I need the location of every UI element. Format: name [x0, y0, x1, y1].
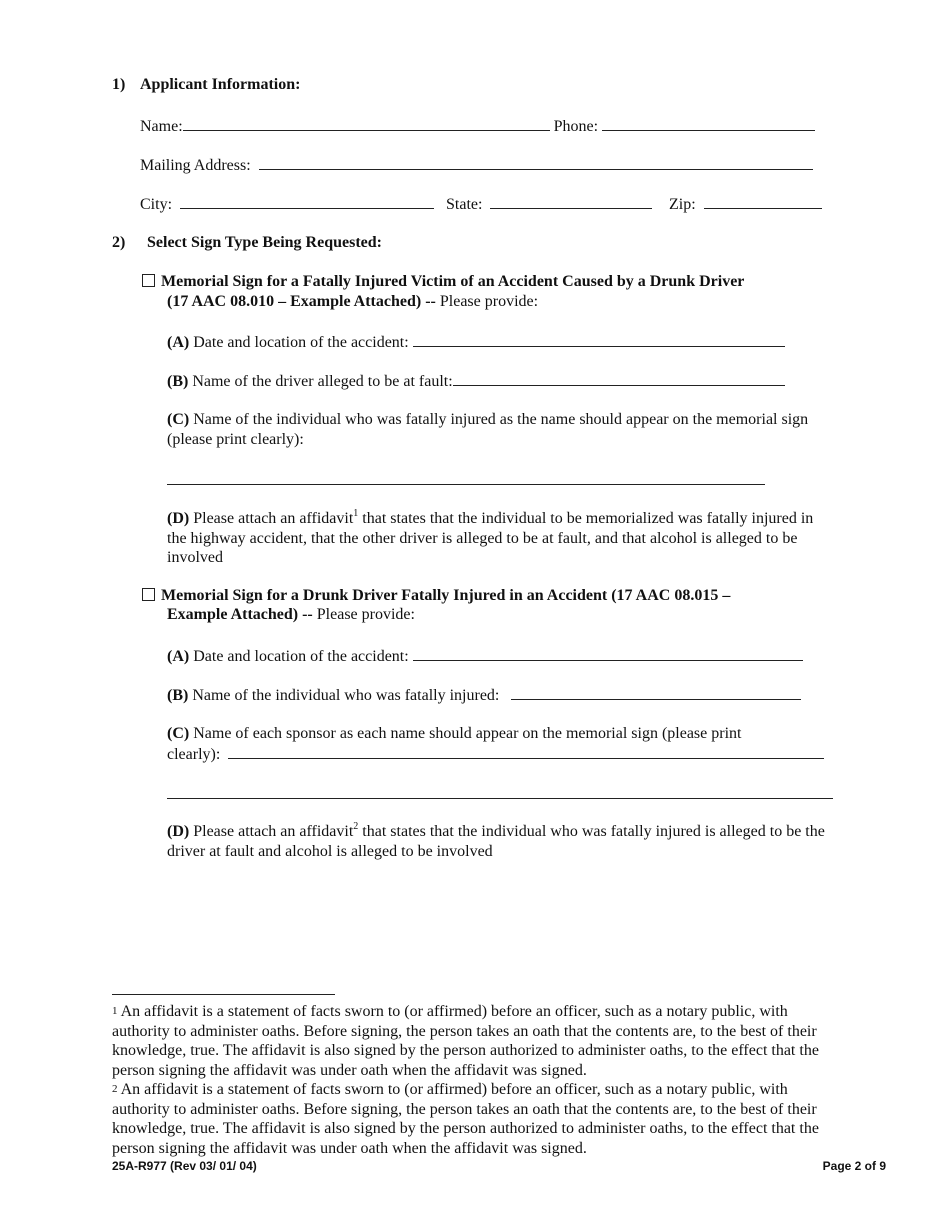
name-row [140, 116, 815, 136]
zip-row [669, 194, 822, 214]
option-2-provide: Please provide: [316, 606, 415, 623]
footnote-separator [112, 994, 335, 995]
section-2-title: Select Sign Type Being Requested: [147, 234, 382, 251]
form-id: 25A-R977 (Rev 03/ 01/ 04) [112, 1159, 257, 1173]
option-2-item-c [167, 725, 741, 743]
address-row [140, 155, 813, 175]
page-number: Page 2 of 9 [822, 1159, 886, 1173]
phone-label: Phone: [553, 118, 599, 135]
option-2-ref-1: (17 AAC 08.015 – [611, 587, 731, 604]
footnote-1-text: An affidavit is a statement of facts sworn to (or affirmed) before an officer, such as a notary public, with authority to administer oaths. Before signing, the person takes an oath that the contents are, to the best of their knowledge, true. The affidavit is also signed by the person authorized to administer oaths, to the effect that the person signing the affidavit was under oath when the affidavit was signed. [112, 1003, 819, 1079]
item-d-text-2: that states that the individual who was fatally injured is alleged to be the driver at fault and alcohol is alleged to be involved [167, 823, 825, 860]
item-c-label: Name of the individual who was fatally injured as the name should appear on the memorial sign (please print clearly): [167, 411, 809, 448]
item-d-text-1: Please attach an affidavit [193, 510, 354, 527]
item-a-tag: (A) [167, 648, 190, 665]
mailing-address-field[interactable] [259, 155, 813, 170]
item-b-tag: (B) [167, 687, 189, 704]
phone-field[interactable] [602, 116, 815, 131]
item-b-tag: (B) [167, 373, 189, 390]
name-label: Name: [140, 118, 183, 135]
section-2-number: 2) [112, 234, 126, 251]
item-d-text-1: Please attach an affidavit [193, 823, 354, 840]
option-2-heading [142, 587, 730, 605]
option-2-item-c-line-2 [167, 744, 824, 764]
sponsor-names-field-2[interactable] [167, 798, 833, 799]
option-1-heading [142, 273, 744, 291]
footnote-2-text: An affidavit is a statement of facts sworn to (or affirmed) before an officer, such as a notary public, with authority to administer oaths. Before signing, the person takes an oath that the contents are, to the best of their knowledge, true. The affidavit is also signed by the person authorized to administer oaths, to the effect that the person signing the affidavit was under oath when the affidavit was signed. [112, 1081, 819, 1157]
option-2-item-a [167, 646, 803, 666]
item-c-tag: (C) [167, 725, 190, 742]
footnote-2 [112, 1080, 840, 1158]
option-1-item-a [167, 332, 785, 352]
section-1-number: 1) [112, 76, 126, 93]
city-field[interactable] [180, 194, 434, 209]
accident-date-location-field[interactable] [413, 332, 785, 347]
victim-name-field[interactable] [167, 484, 765, 485]
footnote-2-number: 2 [112, 1083, 118, 1095]
option-1-subheading [167, 293, 538, 311]
item-d-text-2: that states that the individual to be memorialized was fatally injured in the highway accident, that the other driver is alleged to be at fault, and that alcohol is alleged to be involved [167, 510, 814, 567]
item-a-label: Date and location of the accident: [193, 334, 409, 351]
option-1-item-b [167, 371, 785, 391]
item-b-label: Name of the individual who was fatally injured: [192, 687, 500, 704]
item-d-tag: (D) [167, 823, 190, 840]
state-field[interactable] [490, 194, 652, 209]
item-b-label: Name of the driver alleged to be at fault: [192, 373, 453, 390]
option-1-provide: Please provide: [439, 293, 539, 310]
option-2-subheading [167, 606, 415, 624]
name-field[interactable] [183, 116, 550, 131]
footnote-1-number: 1 [112, 1005, 118, 1017]
state-row [446, 194, 652, 214]
option-2-checkbox[interactable] [142, 588, 155, 601]
item-a-label: Date and location of the accident: [193, 648, 409, 665]
option-1-ref: (17 AAC 08.010 – Example Attached) -- [167, 293, 436, 310]
driver-at-fault-field[interactable] [453, 371, 785, 386]
item-a-tag: (A) [167, 334, 190, 351]
option-1-item-c [167, 410, 832, 449]
item-c-label-2: clearly): [167, 746, 221, 763]
option-2-title: Memorial Sign for a Drunk Driver Fatally Injured in an Accident [161, 587, 608, 604]
fatally-injured-name-field[interactable] [511, 685, 801, 700]
item-c-tag: (C) [167, 411, 190, 428]
option-1-checkbox[interactable] [142, 274, 155, 287]
option-1-title: Memorial Sign for a Fatally Injured Victim of an Accident Caused by a Drunk Driver [161, 273, 745, 290]
state-label: State: [446, 196, 483, 213]
zip-label: Zip: [669, 196, 696, 213]
option-2-item-b [167, 685, 801, 705]
mailing-address-label: Mailing Address: [140, 157, 251, 174]
option-1-item-d [167, 509, 832, 568]
zip-field[interactable] [704, 194, 822, 209]
city-label: City: [140, 196, 173, 213]
footnote-ref-1: 1 [353, 508, 359, 519]
item-d-tag: (D) [167, 510, 190, 527]
option-2-ref-2: Example Attached) -- [167, 606, 313, 623]
item-c-label-1: Name of each sponsor as each name should appear on the memorial sign (please print [193, 725, 742, 742]
city-row [140, 194, 434, 214]
accident-date-location-field-2[interactable] [413, 646, 803, 661]
section-1-title: Applicant Information: [140, 76, 301, 93]
sponsor-names-field[interactable] [228, 744, 824, 759]
option-2-item-d [167, 822, 835, 861]
footnote-1 [112, 1002, 840, 1080]
footnote-ref-2: 2 [353, 821, 359, 832]
